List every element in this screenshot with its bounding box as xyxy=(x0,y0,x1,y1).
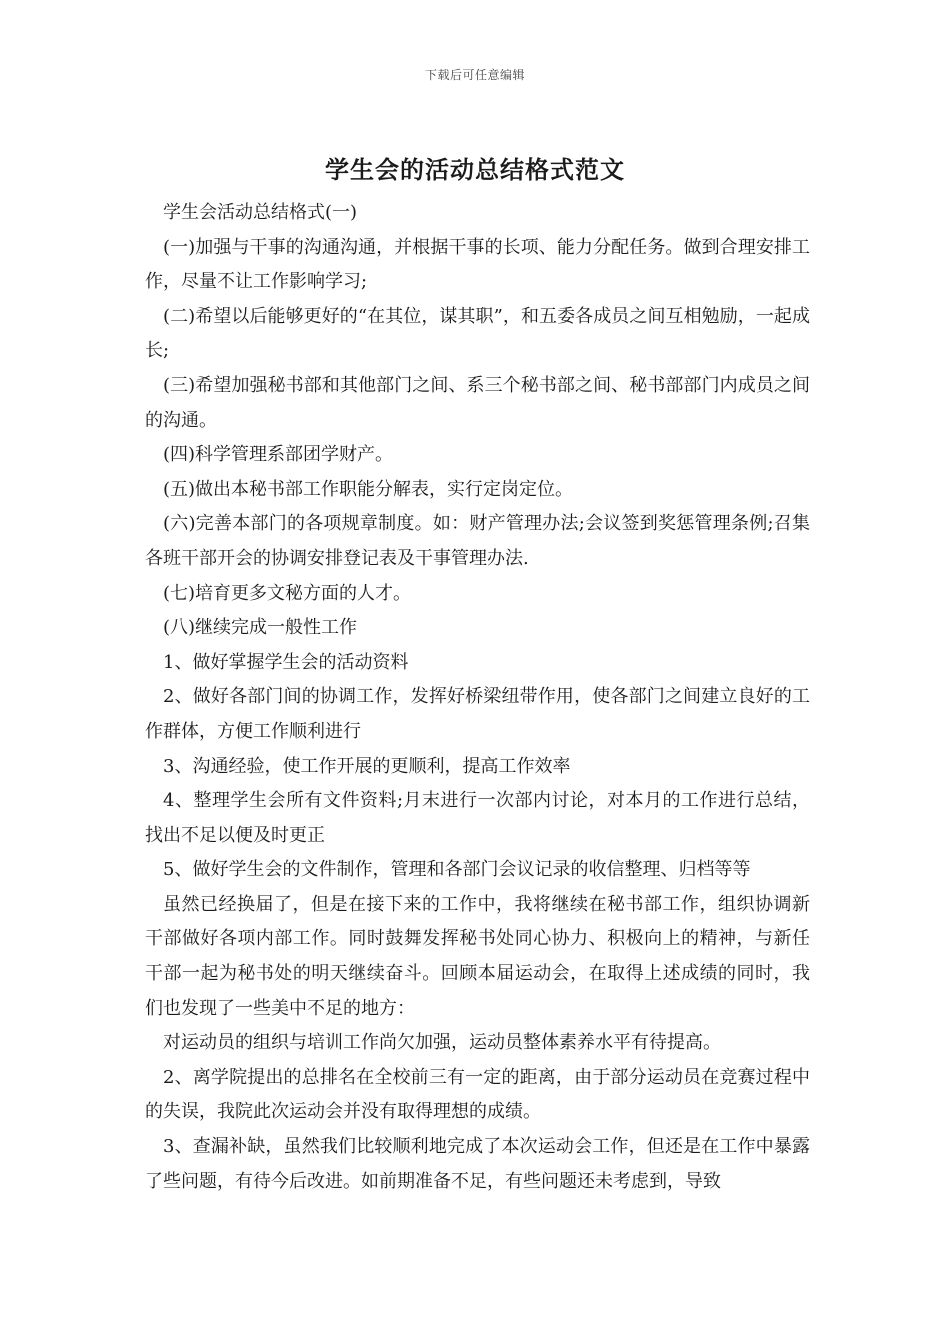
paragraph: (三)希望加强秘书部和其他部门之间、系三个秘书部之间、秘书部部门内成员之间的沟通。 xyxy=(145,374,810,431)
paragraph: 虽然已经换届了，但是在接下来的工作中，我将继续在秘书部工作，组织协调新干部做好各项内部工作。同时鼓舞发挥秘书处同心协力、积极向上的精神，与新任干部一起为秘书处的明天继续奋斗。回顾本届运动会，在取得上述成绩的同时，我们也发现了一些美中不足的地方： xyxy=(145,893,810,1019)
paragraph: (一)加强与干事的沟通沟通，并根据干事的长项、能力分配任务。做到合理安排工作，尽量不让工作影响学习; xyxy=(145,236,810,293)
paragraph: 学生会活动总结格式(一) xyxy=(163,202,358,223)
paragraph: (四)科学管理系部团学财产。 xyxy=(163,444,394,466)
document-title: 学生会的活动总结格式范文 xyxy=(325,155,625,184)
paragraph: (八)继续完成一般性工作 xyxy=(163,617,358,639)
paragraph: 3、沟通经验，使工作开展的更顺利，提高工作效率 xyxy=(163,755,571,777)
paragraph: 对运动员的组织与培训工作尚欠加强，运动员整体素养水平有待提高。 xyxy=(163,1032,721,1054)
paragraph: (五)做出本秘书部工作职能分解表，实行定岗定位。 xyxy=(163,478,574,500)
paragraph: 3、查漏补缺，虽然我们比较顺利地完成了本次运动会工作，但还是在工作中暴露了些问题，有待今后改进。如前期准备不足，有些问题还未考虑到，导致 xyxy=(145,1136,810,1192)
paragraph: 5、做好学生会的文件制作，管理和各部门会议记录的收信整理、归档等等 xyxy=(163,859,751,881)
paragraph: (六)完善本部门的各项规章制度。如：财产管理办法;会议签到奖惩管理条例;召集各班干部开会的协调安排登记表及干事管理办法. xyxy=(145,513,810,569)
paragraph: 4、整理学生会所有文件资料;月末进行一次部内讨论，对本月的工作进行总结，找出不足以便及时更正 xyxy=(145,790,810,846)
paragraph: 1、做好掌握学生会的活动资料 xyxy=(163,651,409,673)
page-header-note: 下载后可任意编辑 xyxy=(424,68,525,82)
paragraph: (七)培育更多文秘方面的人才。 xyxy=(163,582,412,604)
paragraph: 2、做好各部门间的协调工作，发挥好桥梁纽带作用，使各部门之间建立良好的工作群体，方便工作顺利进行 xyxy=(145,686,810,742)
paragraph: 2、离学院提出的总排名在全校前三有一定的距离，由于部分运动员在竞赛过程中的失误，我院此次运动会并没有取得理想的成绩。 xyxy=(145,1066,810,1123)
paragraph: (二)希望以后能够更好的“在其位，谋其职”，和五委各成员之间互相勉励，一起成长; xyxy=(145,305,810,362)
document-body xyxy=(145,196,810,1199)
